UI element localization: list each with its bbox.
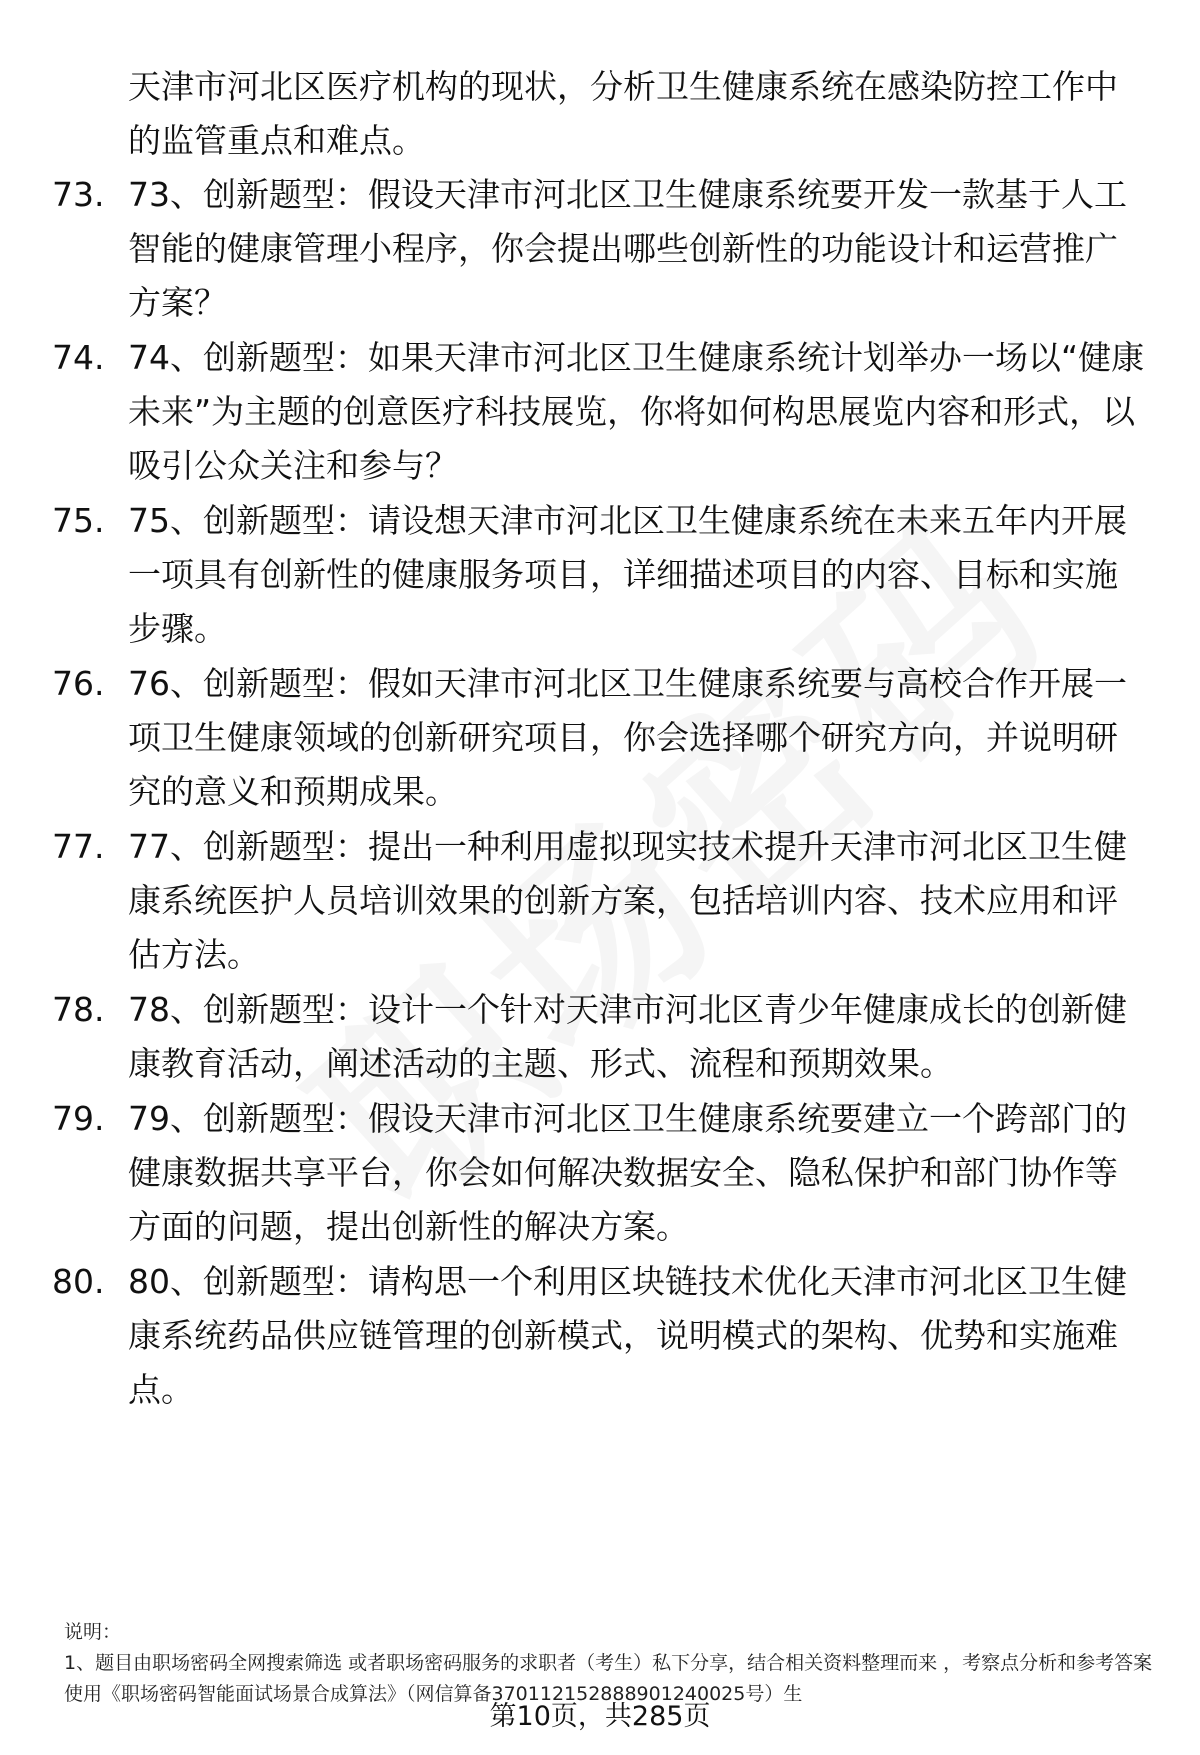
- question-text: 78、创新题型：设计一个针对天津市河北区青少年健康成长的创新健康教育活动，阐述活动的主题、形式、流程和预期效果。: [128, 990, 1127, 1083]
- question-text: 76、创新题型：假如天津市河北区卫生健康系统要与高校合作开展一项卫生健康领域的创新研究项目，你会选择哪个研究方向，并说明研究的意义和预期成果。: [128, 664, 1127, 811]
- question-text: 75、创新题型：请设想天津市河北区卫生健康系统在未来五年内开展一项具有创新性的健康服务项目，详细描述项目的内容、目标和实施步骤。: [128, 501, 1127, 648]
- question-number: 80.: [52, 1262, 105, 1301]
- question-number: 79.: [52, 1099, 105, 1138]
- continuation-text: 天津市河北区医疗机构的现状，分析卫生健康系统在感染防控工作中的监管重点和难点。: [128, 67, 1118, 160]
- question-number: 75.: [52, 501, 105, 540]
- notes-line-1: 1、题目由职场密码全网搜索筛选 或者职场密码服务的求职者（考生）私下分享，结合相关资料整理而来 ，考察点分析和参考答案使用《职场密码智能面试场景合成算法》（网信算备370112152888901240025号）生: [64, 1652, 1153, 1705]
- question-text: 73、创新题型：假设天津市河北区卫生健康系统要开发一款基于人工智能的健康管理小程序，你会提出哪些创新性的功能设计和运营推广方案？: [128, 175, 1127, 322]
- notes-heading: 说明：: [64, 1621, 122, 1643]
- question-text: 77、创新题型：提出一种利用虚拟现实技术提升天津市河北区卫生健康系统医护人员培训效果的创新方案，包括培训内容、技术应用和评估方法。: [128, 827, 1127, 974]
- question-text: 74、创新题型：如果天津市河北区卫生健康系统计划举办一场以“健康未来”为主题的创意医疗科技展览，你将如何构思展览内容和形式，以吸引公众关注和参与？: [128, 338, 1145, 485]
- page-footer: 第10页，共285页: [489, 1701, 711, 1732]
- question-number: 76.: [52, 664, 105, 703]
- question-number: 74.: [52, 338, 105, 377]
- question-number: 73.: [52, 175, 105, 214]
- question-text: 80、创新题型：请构思一个利用区块链技术优化天津市河北区卫生健康系统药品供应链管理的创新模式，说明模式的架构、优势和实施难点。: [128, 1262, 1127, 1409]
- question-number: 77.: [52, 827, 105, 866]
- question-number: 78.: [52, 990, 105, 1029]
- question-text: 79、创新题型：假设天津市河北区卫生健康系统要建立一个跨部门的健康数据共享平台，你会如何解决数据安全、隐私保护和部门协作等方面的问题，提出创新性的解决方案。: [128, 1099, 1127, 1246]
